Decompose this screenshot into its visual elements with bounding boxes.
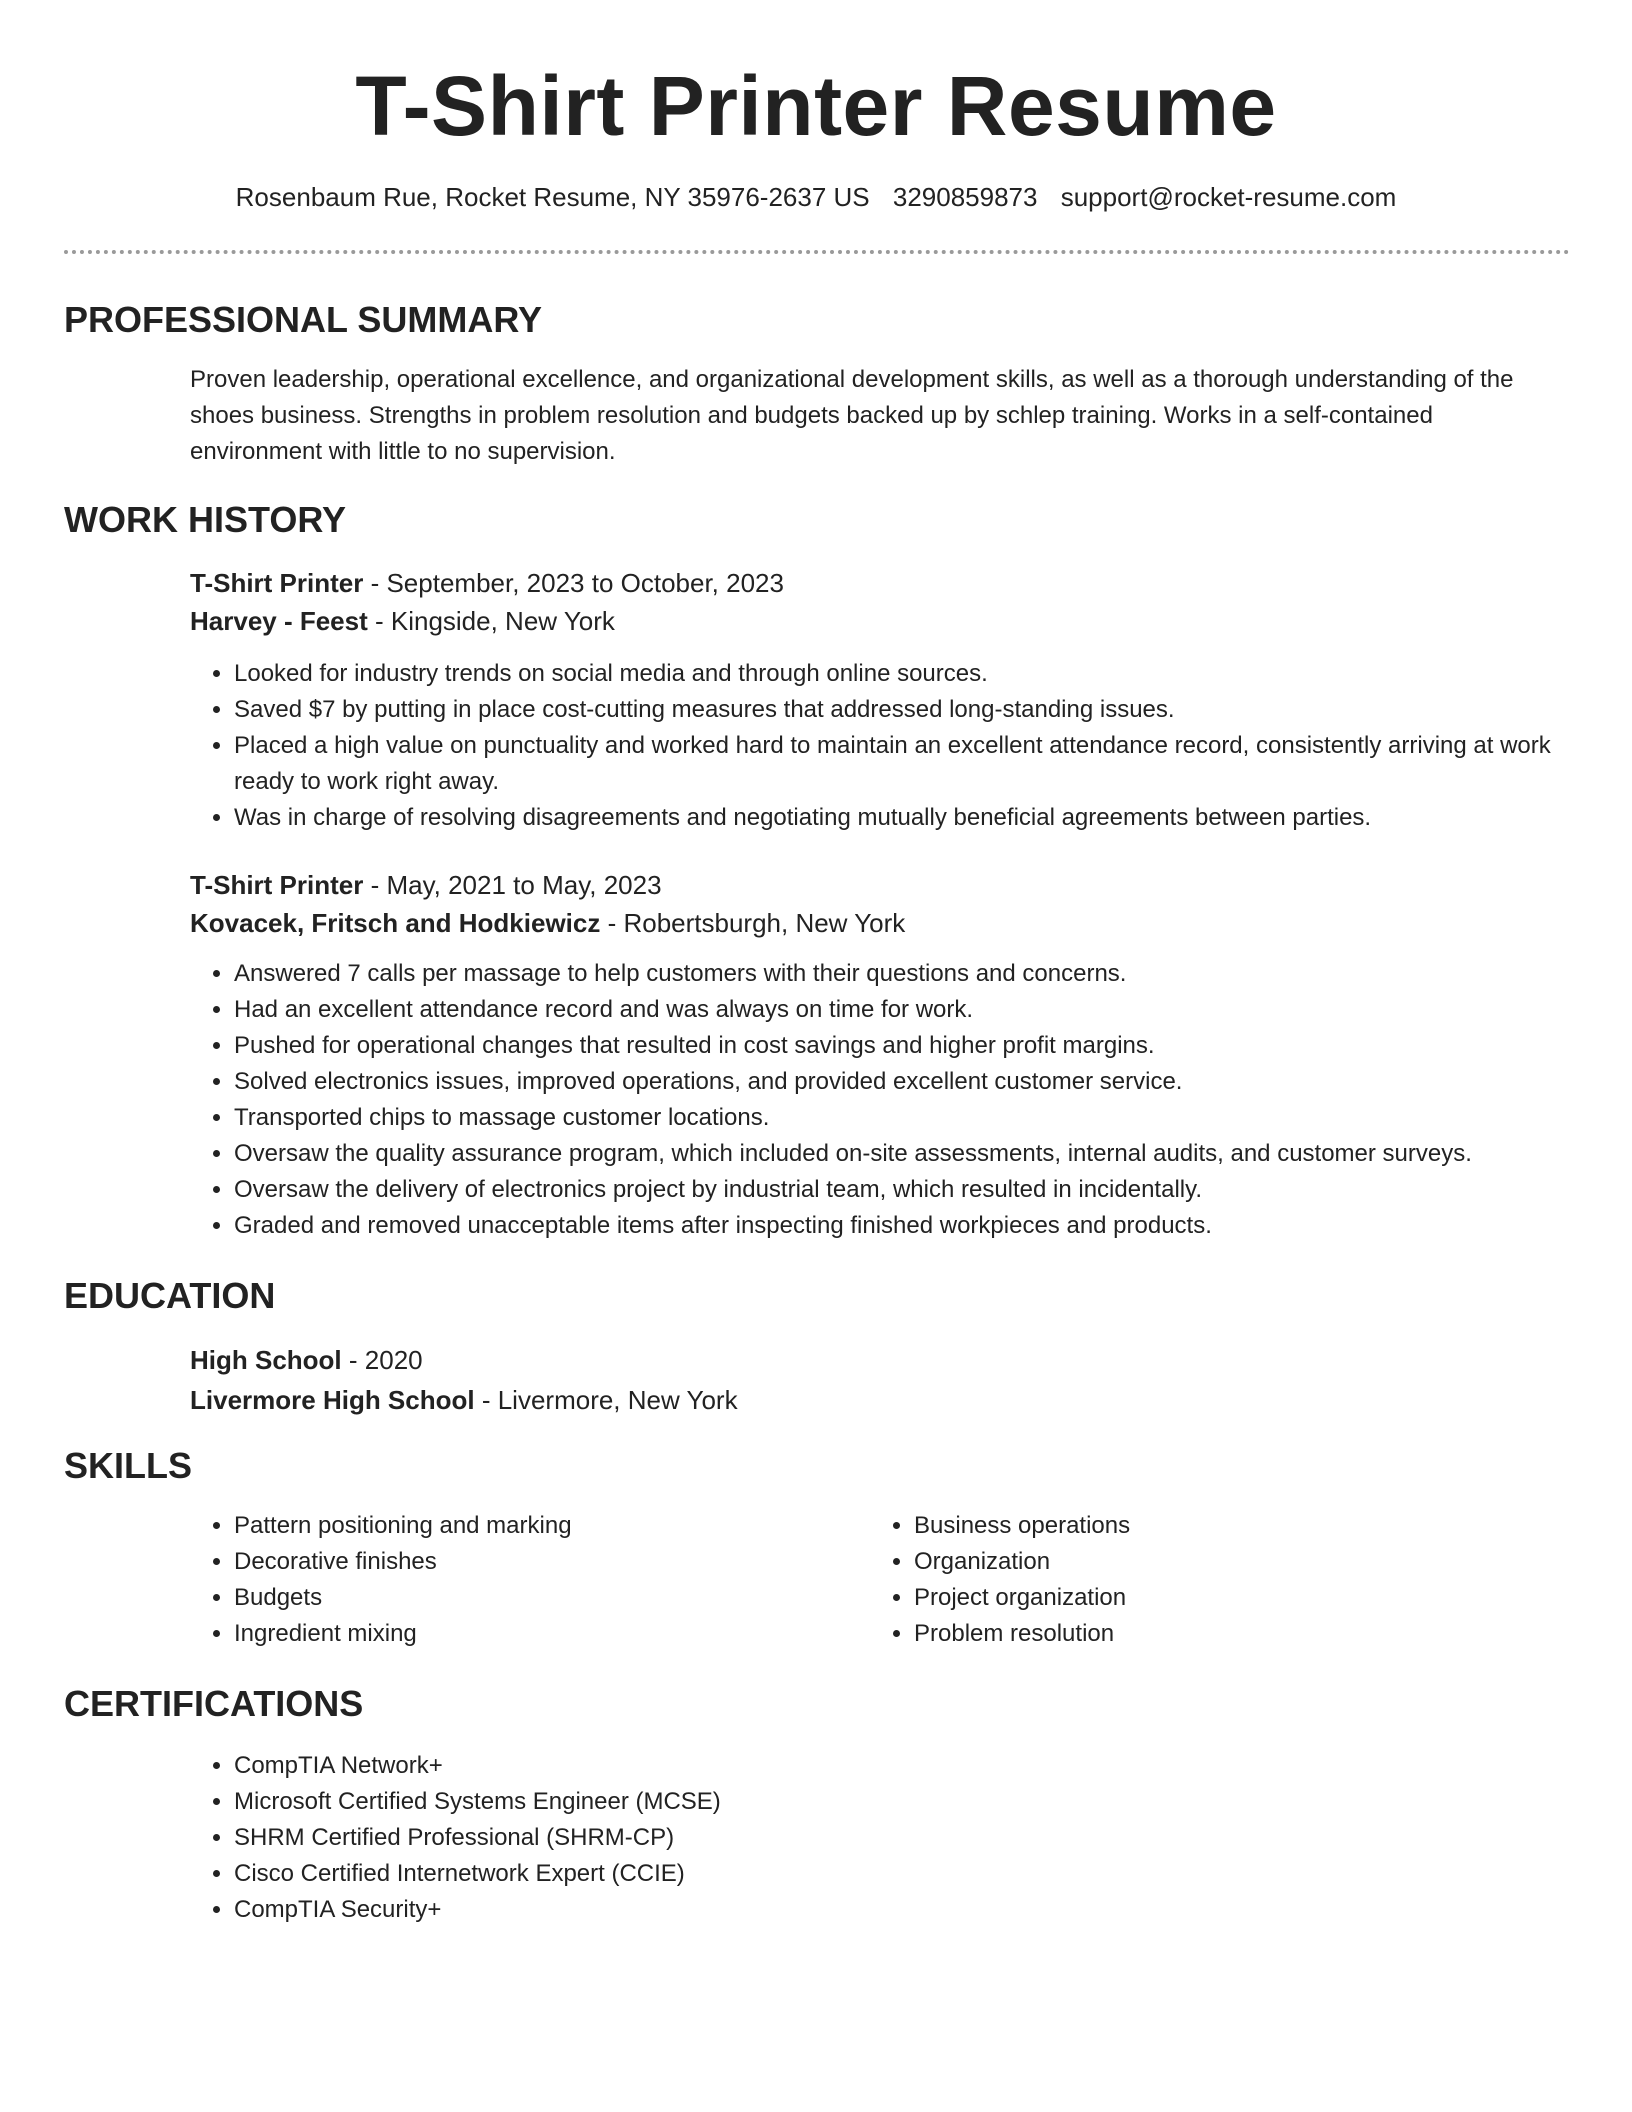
job-title-line <box>190 866 1570 904</box>
education-school-line <box>190 1380 1570 1420</box>
job-location: - Robertsburgh, New York <box>600 908 906 938</box>
resume-title: T-Shirt Printer Resume <box>355 59 1277 153</box>
certifications-list <box>190 1748 1570 1928</box>
job-company: Harvey - Feest <box>190 606 368 636</box>
list-item: • Pattern positioning and marking <box>234 1508 870 1544</box>
education-entry <box>190 1340 1570 1420</box>
summary-text: Proven leadership, operational excellence, and organizational development skills, as well as a thorough understanding of the shoes business. Strengths in problem resolution and budgets backed up by schlep training. Works in a self-contained environment with little to no supervision. <box>190 366 1514 465</box>
education-degree: High School <box>190 1345 342 1375</box>
job-bullets <box>190 956 1570 1244</box>
contact-phone: 3290859873 <box>892 182 1038 212</box>
job-company: Kovacek, Fritsch and Hodkiewicz <box>190 908 601 938</box>
section-title-certifications: CERTIFICATIONS <box>64 1683 364 1724</box>
list-item: • Oversaw the delivery of electronics project by industrial team, which resulted in incidentally. <box>234 1172 1570 1208</box>
list-item: • Organization <box>914 1544 1550 1580</box>
list-item: • Solved electronics issues, improved operations, and provided excellent customer service. <box>234 1064 1570 1100</box>
job-entry <box>190 564 1570 836</box>
certifications-block <box>190 1748 1570 1928</box>
section-title-education: EDUCATION <box>64 1275 276 1316</box>
education-degree-line <box>190 1340 1570 1380</box>
job-company-line <box>190 904 1570 942</box>
education-year: - 2020 <box>341 1345 423 1375</box>
list-item: • CompTIA Network+ <box>234 1748 1570 1784</box>
header-divider <box>64 250 1570 254</box>
list-item: • Problem resolution <box>914 1616 1550 1652</box>
job-dates: - May, 2021 to May, 2023 <box>363 870 662 900</box>
contact-line <box>0 180 1632 214</box>
list-item: • Pushed for operational changes that resulted in cost savings and higher profit margins. <box>234 1028 1570 1064</box>
list-item: • Graded and removed unacceptable items after inspecting finished workpieces and products. <box>234 1208 1570 1244</box>
list-item: • Answered 7 calls per massage to help customers with their questions and concerns. <box>234 956 1570 992</box>
list-item: • SHRM Certified Professional (SHRM-CP) <box>234 1820 1570 1856</box>
education-location: - Livermore, New York <box>474 1385 738 1415</box>
list-item: • Was in charge of resolving disagreements and negotiating mutually beneficial agreements between parties. <box>234 800 1570 836</box>
contact-address: Rosenbaum Rue, Rocket Resume, NY 35976-2637 US <box>235 182 870 212</box>
job-role: T-Shirt Printer <box>190 870 364 900</box>
job-location: - Kingside, New York <box>367 606 615 636</box>
list-item: • Budgets <box>234 1580 870 1616</box>
list-item: • Decorative finishes <box>234 1544 870 1580</box>
section-title-skills: SKILLS <box>64 1445 193 1486</box>
job-bullets <box>190 656 1570 836</box>
list-item: • Looked for industry trends on social media and through online sources. <box>234 656 1570 692</box>
list-item: • Placed a high value on punctuality and worked hard to maintain an excellent attendance record, consistently arriving at work ready to work right away. <box>234 728 1570 800</box>
list-item: • CompTIA Security+ <box>234 1892 1570 1928</box>
skills-list <box>190 1508 1570 1652</box>
summary-block <box>190 362 1570 470</box>
education-school: Livermore High School <box>190 1385 475 1415</box>
skills-bullets-left <box>190 1508 870 1652</box>
list-item: • Had an excellent attendance record and was always on time for work. <box>234 992 1570 1028</box>
skills-bullets-right <box>870 1508 1550 1652</box>
skills-column-right <box>870 1508 1550 1652</box>
list-item: • Microsoft Certified Systems Engineer (MCSE) <box>234 1784 1570 1820</box>
list-item: • Saved $7 by putting in place cost-cutting measures that addressed long-standing issues. <box>234 692 1570 728</box>
job-entry <box>190 866 1570 1244</box>
job-company-line <box>190 602 1570 640</box>
list-item: • Transported chips to massage customer locations. <box>234 1100 1570 1136</box>
list-item: • Business operations <box>914 1508 1550 1544</box>
section-title-work: WORK HISTORY <box>64 499 347 540</box>
skills-column-left <box>190 1508 870 1652</box>
job-dates: - September, 2023 to October, 2023 <box>363 568 784 598</box>
section-title-summary: PROFESSIONAL SUMMARY <box>64 299 543 340</box>
list-item: • Ingredient mixing <box>234 1616 870 1652</box>
job-title-line <box>190 564 1570 602</box>
list-item: • Oversaw the quality assurance program, which included on-site assessments, internal audits, and customer surveys. <box>234 1136 1570 1172</box>
list-item: • Project organization <box>914 1580 1550 1616</box>
list-item: • Cisco Certified Internetwork Expert (CCIE) <box>234 1856 1570 1892</box>
job-role: T-Shirt Printer <box>190 568 364 598</box>
contact-email: support@rocket-resume.com <box>1060 182 1397 212</box>
